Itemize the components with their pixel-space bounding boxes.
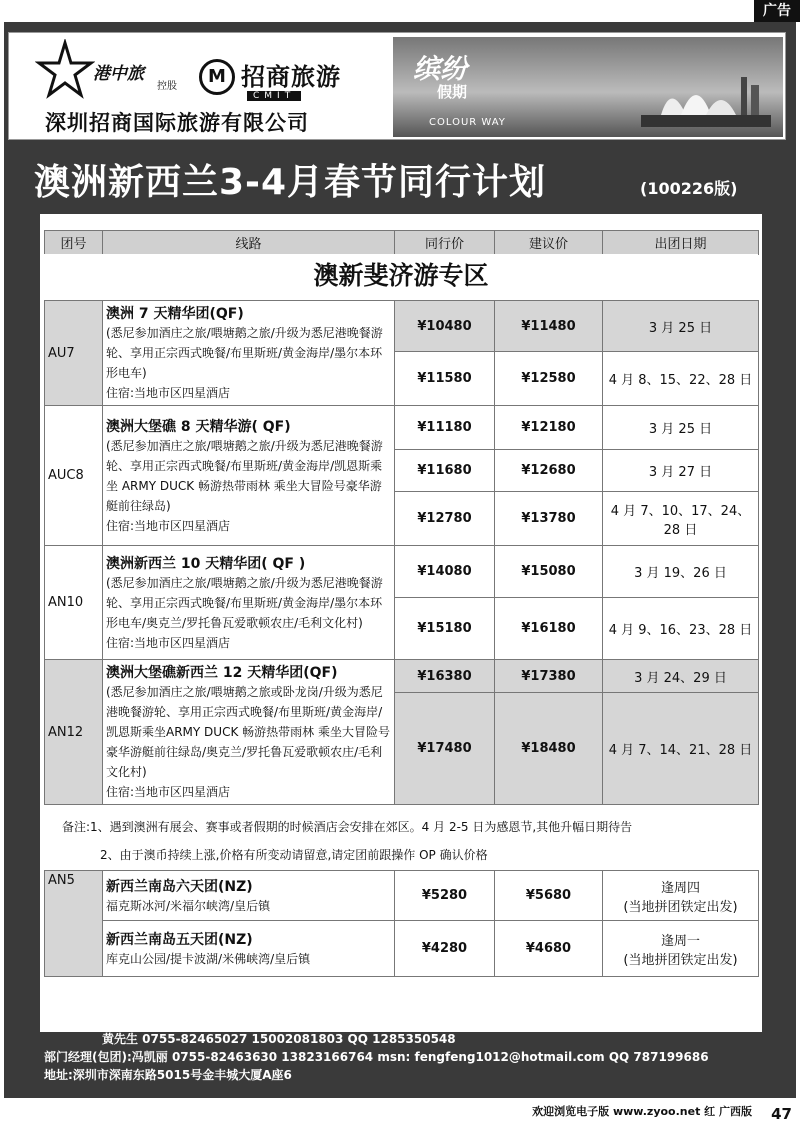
route-desc: 库克山公园/提卡波湖/米佛峡湾/皇后镇	[106, 951, 311, 966]
table-row	[45, 546, 759, 598]
banner-sub: 假期	[437, 83, 468, 101]
route-cell	[103, 871, 395, 921]
departure-date: 4 月 8、15、22、28 日	[603, 352, 759, 406]
peer-price: ¥17480	[395, 693, 495, 805]
table-row	[45, 301, 759, 352]
peer-price: ¥16380	[395, 660, 495, 693]
departure-date: 4 月 7、14、21、28 日	[603, 693, 759, 805]
route-title: 澳洲大堡礁新西兰 12 天精华团(QF)	[106, 665, 338, 681]
retail-price: ¥15080	[495, 546, 603, 598]
logo2-text: 招商旅游	[241, 63, 341, 91]
col-header: 团号	[45, 231, 103, 255]
banner-title: 缤纷	[413, 54, 467, 85]
note-line: 2、由于澳币持续上涨,价格有所变动请留意,请定团前跟操作 OP 确认价格	[100, 848, 488, 862]
departure-date: 4 月 7、10、17、24、28 日	[603, 492, 759, 546]
page-number: 47	[771, 1105, 792, 1123]
route-cell	[103, 301, 395, 406]
tour-code: AN10	[45, 546, 103, 660]
retail-price: ¥5680	[495, 871, 603, 921]
table-row	[45, 406, 759, 450]
retail-price: ¥4680	[495, 921, 603, 977]
colour-way-banner	[393, 37, 783, 137]
page-title: 澳洲新西兰3-4月春节同行计划	[34, 162, 547, 203]
route-title: 澳洲 7 天精华团(QF)	[106, 306, 244, 322]
date-line: 逢周四	[660, 880, 700, 896]
logo1-text: 港中旅	[93, 64, 144, 84]
contact-line: 黄先生 0755-82465027 15002081803 QQ 1285350548	[102, 1032, 456, 1046]
peer-price: ¥4280	[395, 921, 495, 977]
route-title: 澳洲新西兰 10 天精华团( QF )	[106, 555, 306, 572]
contact-line: 地址:深圳市深南东路5015号金丰城大厦A座6	[44, 1068, 292, 1082]
retail-price: ¥16180	[495, 598, 603, 660]
departure-date: 3 月 25 日	[603, 301, 759, 352]
date-line: 逢周一	[660, 933, 700, 949]
route-title: 新西兰南岛六天团(NZ)	[106, 878, 253, 895]
contact-line: 销 售:汤先生 0755-82465056 13828814595 QQ 1103884767	[44, 1014, 431, 1028]
route-hotel: 住宿:当地市区四星酒店	[106, 635, 231, 650]
contact-line: 部门经理(包团):冯凯丽 0755-82463630 13823166764 msn: fengfeng1012@hotmail.com QQ 787199686	[44, 1050, 709, 1064]
header	[8, 32, 786, 140]
peer-price: ¥11680	[395, 450, 495, 492]
tour-code: AN5	[45, 871, 103, 977]
company-name: 深圳招商国际旅游有限公司	[45, 111, 309, 135]
retail-price: ¥17380	[495, 660, 603, 693]
zone-title: 澳新斐济游专区	[44, 254, 758, 300]
peer-price: ¥11580	[395, 352, 495, 406]
route-cell	[103, 660, 395, 805]
route-hotel: 住宿:当地市区四星酒店	[106, 386, 231, 400]
table-row	[45, 921, 759, 977]
route-cell	[103, 546, 395, 660]
departure-date: 3 月 19、26 日	[603, 546, 759, 598]
departure-date: 3 月 24、29 日	[603, 660, 759, 693]
peer-price: ¥5280	[395, 871, 495, 921]
col-header: 建议价	[495, 231, 603, 255]
route-title: 新西兰南岛五天团(NZ)	[106, 931, 253, 948]
retail-price: ¥12180	[495, 406, 603, 450]
ad-tag: 广告	[754, 0, 800, 22]
route-cell	[103, 406, 395, 546]
departure-date	[603, 871, 759, 921]
route-cell	[103, 921, 395, 977]
opera-house-icon	[641, 67, 771, 127]
cmit-logo-icon: M	[199, 59, 235, 95]
retail-price: ¥11480	[495, 301, 603, 352]
retail-price: ¥12580	[495, 352, 603, 406]
table-row	[45, 871, 759, 921]
route-desc: (悉尼参加酒庄之旅/喂塘鹅之旅/升级为悉尼港晚餐游轮、享用正宗西式晚餐/布里斯班/黄金海岸/凯恩斯乘坐 ARMY DUCK 畅游热带雨林 乘坐大冒险号豪华游艇前往绿岛)	[106, 438, 383, 513]
nz-tour-table	[44, 870, 759, 977]
departure-date: 3 月 25 日	[603, 406, 759, 450]
route-desc: (悉尼参加酒庄之旅/喂塘鹅之旅/升级为悉尼港晚餐游轮、享用正宗西式晚餐/布里斯班/黄金海岸/墨尔本环形电车)	[106, 326, 383, 380]
route-desc: 福克斯冰河/米福尔峡湾/皇后镇	[106, 898, 271, 913]
route-desc: (悉尼参加酒庄之旅/喂塘鹅之旅或卧龙岗/升级为悉尼港晚餐游轮、享用正宗西式晚餐/布里斯班/黄金海岸/凯恩斯乘坐ARMY DUCK 畅游热带雨林 乘坐大冒险号豪华游艇前往绿岛/奥克兰/罗托鲁瓦爱歌顿农庄/毛利文化村)	[106, 685, 390, 779]
date-note: (当地拼团铁定出发)	[623, 952, 738, 968]
col-header: 出团日期	[603, 231, 759, 255]
col-header: 线路	[103, 231, 395, 255]
peer-price: ¥15180	[395, 598, 495, 660]
tour-table	[44, 230, 759, 805]
footer-text: 欢迎浏览电子版 www.zyoo.net 红 广西版	[532, 1105, 752, 1118]
departure-date: 3 月 27 日	[603, 450, 759, 492]
star-logo-icon	[35, 39, 95, 99]
peer-price: ¥11180	[395, 406, 495, 450]
departure-date: 4 月 9、16、23、28 日	[603, 598, 759, 660]
retail-price: ¥13780	[495, 492, 603, 546]
retail-price: ¥18480	[495, 693, 603, 805]
route-title: 澳洲大堡礁 8 天精华游( QF)	[106, 418, 291, 435]
departure-date	[603, 921, 759, 977]
col-header: 同行价	[395, 231, 495, 255]
tour-code: AUC8	[45, 406, 103, 546]
table-row	[45, 660, 759, 693]
route-hotel: 住宿:当地市区四星酒店	[106, 518, 231, 533]
route-desc: (悉尼参加酒庄之旅/喂塘鹅之旅/升级为悉尼港晚餐游轮、享用正宗西式晚餐/布里斯班/黄金海岸/墨尔本环形电车/奥克兰/罗托鲁瓦爱歌顿农庄/毛利文化村)	[106, 575, 383, 630]
logo2-sub: CMIT	[247, 91, 301, 101]
date-note: (当地拼团铁定出发)	[623, 899, 738, 915]
edition-label: (100226版)	[640, 179, 738, 198]
peer-price: ¥10480	[395, 301, 495, 352]
note-line: 备注:1、遇到澳洲有展会、赛事或者假期的时候酒店会安排在郊区。4 月 2-5 日为感恩节,其他升幅日期待告	[62, 820, 633, 834]
table-header-row	[45, 231, 759, 255]
tour-code: AU7	[45, 301, 103, 406]
peer-price: ¥14080	[395, 546, 495, 598]
retail-price: ¥12680	[495, 450, 603, 492]
banner-en: COLOUR WAY	[429, 117, 506, 128]
route-hotel: 住宿:当地市区四星酒店	[106, 785, 231, 799]
tour-code: AN12	[45, 660, 103, 805]
peer-price: ¥12780	[395, 492, 495, 546]
logo1-sub: 控股	[157, 81, 177, 92]
contact-line: 操作主管:彭晓瑜 0755-82465058 13823607643 msn: msn:y_pang@hotmail.com QQ 1093697818	[44, 996, 669, 1010]
